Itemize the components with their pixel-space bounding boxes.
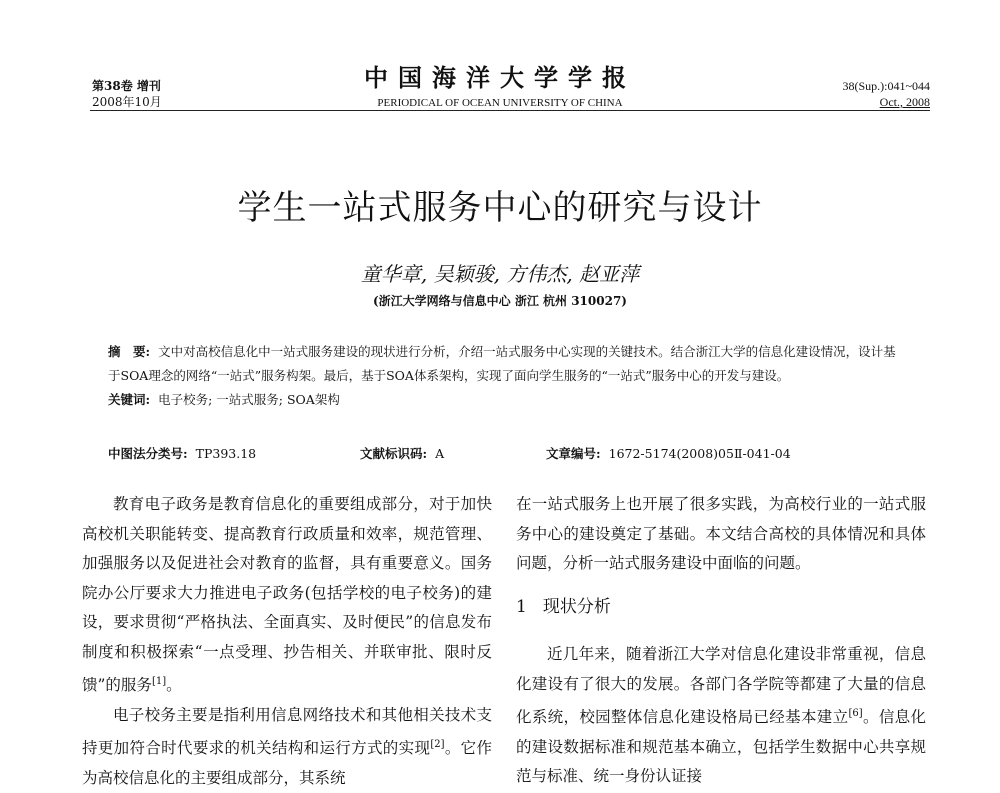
paper-affiliation: (浙江大学网络与信息中心 浙江 杭州 310027) <box>373 294 627 308</box>
section-heading <box>516 593 926 623</box>
abstract <box>108 340 908 388</box>
section-number: 1 <box>516 596 527 617</box>
clc-label: 中图法分类号: <box>108 446 188 461</box>
keywords <box>108 388 908 412</box>
volume-label: 第38卷 增刊 <box>92 79 161 93</box>
citation[interactable]: [2] <box>430 739 445 751</box>
paragraph-text: 近几年来，随着浙江大学对信息化建设非常重视，信息化建设有了很大的发展。各部门各学院等都建了大量的信息化系统，校园整体信息化建设格局已经基本建立 <box>516 645 926 727</box>
journal-name-en: PERIODICAL OF OCEAN UNIVERSITY OF CHINA <box>377 97 623 109</box>
citation[interactable]: [6] <box>848 708 863 719</box>
keywords-text: 电子校务; 一站式服务; SOA架构 <box>158 392 340 407</box>
date-cn: 2008年10月 <box>92 95 162 109</box>
paper-authors: 童华章, 吴颖骏, 方伟杰, 赵亚萍 <box>360 262 640 286</box>
keywords-label: 关键词: <box>108 392 151 407</box>
paper-title: 学生一站式服务中心的研究与设计 <box>237 188 763 228</box>
header-rule <box>90 110 930 111</box>
paragraph-text: 教育电子政务是教育信息化的重要组成部分，对于加快高校机关职能转变、提高教育行政质量和效率，规范管理、加强服务以及促进社会对教育的监督，具有重要意义。国务院办公厅要求大力推进电子政务(包括学校的电子校务)的建设，要求贯彻“严格执法、全面真实、及时便民”的信息发布制度和积极探索“一点受理、抄告相关、并联审批、限时反馈”的服务 <box>82 495 492 695</box>
paragraph <box>82 490 492 701</box>
issue-number: 38(Sup.):041~044 <box>842 79 930 93</box>
clc-value: TP393.18 <box>195 446 257 461</box>
article-no-label: 文章编号: <box>546 446 601 461</box>
date-en: Oct., 2008 <box>879 95 930 109</box>
paragraph-text-end: 。 <box>166 676 182 695</box>
paragraph: 在一站式服务上也开展了很多实践，为高校行业的一站式服务中心的建设奠定了基础。本文结合高校的具体情况和具体问题，分析一站式服务建设中面临的问题。 <box>516 495 926 572</box>
body-column-left <box>82 490 492 793</box>
citation[interactable]: [1] <box>151 676 167 687</box>
paragraph-text: 电子校务主要是指利用信息网络技术和其他相关技术支持更加符合时代要求的机关结构和运行方式的实现 <box>82 705 492 758</box>
abstract-block <box>108 340 908 412</box>
section-title: 现状分析 <box>542 596 611 617</box>
clc-item <box>108 444 256 462</box>
article-no-item <box>546 444 791 462</box>
doc-code-value: A <box>435 446 445 461</box>
body-column-right <box>516 490 926 792</box>
paragraph <box>516 640 926 792</box>
paragraph <box>82 701 492 793</box>
abstract-text: 文中对高校信息化中一站式服务建设的现状进行分析，介绍一站式服务中心实现的关键技术。结合浙江大学的信息化建设情况，设计基于SOA理念的网络“一站式”服务构架。最后，基于SOA体系架构，实现了面向学生服务的“一站式”服务中心的开发与建设。 <box>108 344 896 383</box>
abstract-label: 摘 要: <box>108 344 151 359</box>
article-no-value: 1672-5174(2008)05Ⅱ-041-04 <box>608 446 791 461</box>
paragraph-text-end: 。信息化的建设数据标准和规范基本确立，包括学生数据中心共享规范与标准、统一身份认证接 <box>516 708 926 786</box>
doc-code-label: 文献标识码: <box>360 446 428 461</box>
header-issue-block <box>843 78 931 110</box>
journal-name-cn: 中国海洋大学学报 <box>364 63 636 92</box>
paragraph-text-end: 。它作为高校信息化的主要组成部分，其系统 <box>82 739 492 787</box>
doc-code-item <box>360 444 444 462</box>
